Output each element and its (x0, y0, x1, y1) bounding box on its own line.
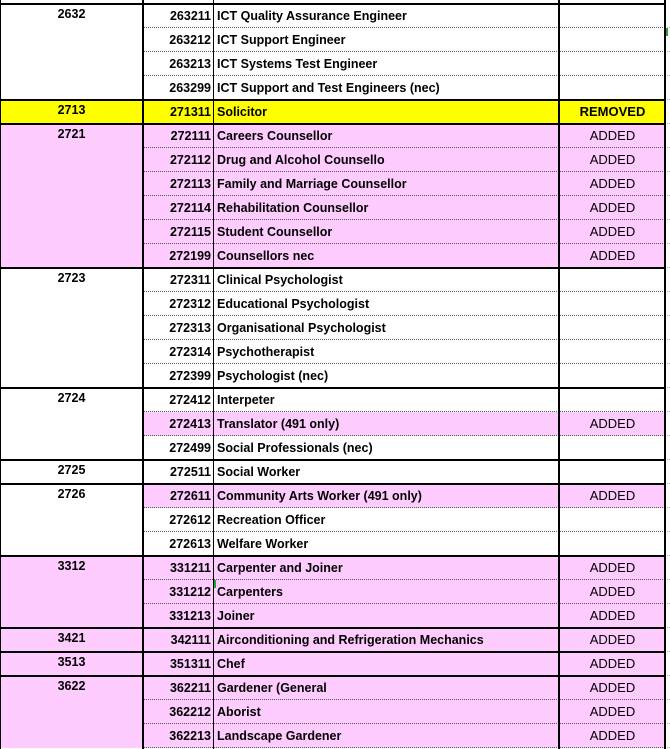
occupation-code[interactable]: 331213 (143, 604, 213, 628)
change-status[interactable] (560, 52, 665, 76)
table-row (0, 364, 670, 388)
change-status[interactable]: ADDED (560, 652, 665, 676)
table-row (0, 196, 670, 220)
group-border (0, 123, 665, 125)
change-status[interactable]: ADDED (560, 700, 665, 724)
occupation-code[interactable]: 331211 (143, 556, 213, 580)
occupation-title[interactable]: Airconditioning and Refrigeration Mechanics (214, 628, 559, 652)
table-row (0, 460, 670, 484)
minor-group-code[interactable]: 2723 (57, 271, 86, 285)
occupation-title[interactable]: Solicitor (214, 100, 559, 124)
occupation-code[interactable]: 272412 (143, 388, 213, 412)
occupation-code[interactable]: 272613 (143, 532, 213, 556)
change-status[interactable] (560, 76, 665, 100)
occupation-title[interactable]: ICT Support Engineer (214, 28, 559, 52)
table-row (0, 244, 670, 268)
table-row (0, 124, 670, 148)
change-status[interactable] (560, 316, 665, 340)
cell-comment-marker (214, 580, 216, 588)
table-row (0, 652, 670, 676)
occupation-code[interactable]: 272199 (143, 244, 213, 268)
group-border (0, 651, 665, 653)
change-status[interactable]: ADDED (560, 220, 665, 244)
table-row (0, 172, 670, 196)
occupation-title[interactable]: Community Arts Worker (491 only) (214, 484, 559, 508)
occupation-code[interactable]: 272413 (143, 412, 213, 436)
table-row (0, 724, 670, 748)
occupation-code[interactable]: 272312 (143, 292, 213, 316)
minor-group-code[interactable] (0, 148, 143, 172)
change-status[interactable] (560, 388, 665, 412)
minor-group-code[interactable]: 2632 (57, 7, 86, 21)
occupation-code[interactable]: 272511 (143, 460, 213, 484)
change-status[interactable] (560, 508, 665, 532)
minor-group-code[interactable] (0, 436, 143, 460)
table-row (0, 148, 670, 172)
change-status[interactable]: ADDED (560, 244, 665, 268)
table-row (0, 436, 670, 460)
occupation-title[interactable]: Landscape Gardener (214, 724, 559, 748)
minor-group-code[interactable]: 2724 (57, 391, 86, 405)
minor-group-code[interactable] (0, 292, 143, 316)
change-status[interactable] (560, 460, 665, 484)
minor-group-code[interactable]: 2721 (57, 127, 86, 141)
minor-group-code[interactable] (0, 700, 143, 724)
group-border (0, 483, 665, 485)
minor-group-code[interactable]: 3312 (57, 559, 86, 573)
change-status[interactable] (560, 364, 665, 388)
minor-group-code[interactable] (0, 724, 143, 748)
occupation-code[interactable]: 362213 (143, 724, 213, 748)
minor-group-code[interactable]: 2725 (57, 463, 86, 477)
occupation-title[interactable]: ICT Quality Assurance Engineer (214, 4, 559, 28)
minor-group-code[interactable] (0, 364, 143, 388)
column-border (558, 0, 560, 749)
occupation-code[interactable]: 272399 (143, 364, 213, 388)
occupation-title[interactable]: Family and Marriage Counsellor (214, 172, 559, 196)
table-row (0, 316, 670, 340)
table-row (0, 700, 670, 724)
occupation-title[interactable]: Recreation Officer (214, 508, 559, 532)
change-status[interactable] (560, 532, 665, 556)
occupation-title[interactable]: Clinical Psychologist (214, 268, 559, 292)
minor-group-code[interactable] (0, 604, 143, 628)
occupation-title[interactable]: Joiner (214, 604, 559, 628)
occupation-code[interactable]: 272114 (143, 196, 213, 220)
minor-group-code[interactable] (0, 220, 143, 244)
table-row (0, 76, 670, 100)
column-border (664, 0, 666, 749)
occupation-title[interactable]: ICT Support and Test Engineers (nec) (214, 76, 559, 100)
minor-group-code[interactable] (0, 76, 143, 100)
change-status[interactable] (560, 436, 665, 460)
minor-group-code[interactable] (0, 196, 143, 220)
change-status[interactable]: ADDED (560, 124, 665, 148)
occupation-code[interactable]: 362211 (143, 676, 213, 700)
occupation-code[interactable]: 272499 (143, 436, 213, 460)
change-status[interactable]: ADDED (560, 148, 665, 172)
minor-group-code[interactable]: 2713 (57, 103, 86, 117)
table-row (0, 580, 670, 604)
table-row (0, 412, 670, 436)
table-row (0, 292, 670, 316)
occupation-code[interactable]: 263211 (143, 4, 213, 28)
occupation-title[interactable]: Interpeter (214, 388, 559, 412)
table-row (0, 340, 670, 364)
table-row (0, 4, 670, 28)
change-status[interactable]: ADDED (560, 724, 665, 748)
table-row (0, 628, 670, 652)
group-border (0, 99, 665, 101)
change-status[interactable]: ADDED (560, 484, 665, 508)
occupation-title[interactable]: Social Professionals (nec) (214, 436, 559, 460)
change-status[interactable]: ADDED (560, 412, 665, 436)
left-border (0, 0, 1, 749)
occupation-code[interactable]: 272612 (143, 508, 213, 532)
occupation-title[interactable]: ICT Systems Test Engineer (214, 52, 559, 76)
group-border (0, 3, 665, 5)
occupation-title[interactable]: Psychotherapist (214, 340, 559, 364)
occupation-title[interactable]: Rehabilitation Counsellor (214, 196, 559, 220)
minor-group-code[interactable] (0, 172, 143, 196)
group-border (0, 675, 665, 677)
table-row (0, 556, 670, 580)
cell-comment-marker (666, 28, 668, 36)
table-row (0, 268, 670, 292)
occupation-title[interactable]: Organisational Psychologist (214, 316, 559, 340)
change-status[interactable] (560, 340, 665, 364)
occupation-code[interactable]: 271311 (143, 100, 213, 124)
minor-group-code[interactable] (0, 52, 143, 76)
occupation-title[interactable]: Student Counsellor (214, 220, 559, 244)
minor-group-code[interactable] (0, 316, 143, 340)
minor-group-code[interactable] (0, 508, 143, 532)
occupation-code[interactable]: 272112 (143, 148, 213, 172)
minor-group-code[interactable] (0, 340, 143, 364)
occupation-code[interactable]: 362212 (143, 700, 213, 724)
occupation-title[interactable]: Drug and Alcohol Counsello (214, 148, 559, 172)
occupation-title[interactable]: Social Worker (214, 460, 559, 484)
occupation-code[interactable]: 331212 (143, 580, 213, 604)
table-row (0, 604, 670, 628)
occupation-code[interactable]: 272115 (143, 220, 213, 244)
minor-group-code[interactable]: 3513 (57, 655, 86, 669)
occupation-title[interactable]: Welfare Worker (214, 532, 559, 556)
occupation-code[interactable]: 272314 (143, 340, 213, 364)
group-border (0, 387, 665, 389)
column-border (213, 0, 214, 749)
change-status[interactable] (560, 4, 665, 28)
occupation-code[interactable]: 351311 (143, 652, 213, 676)
minor-group-code[interactable]: 3421 (57, 631, 86, 645)
occupation-title[interactable]: Careers Counsellor (214, 124, 559, 148)
column-border (142, 0, 144, 749)
table-row (0, 484, 670, 508)
change-status[interactable] (560, 292, 665, 316)
occupation-title[interactable]: Carpenter and Joiner (214, 556, 559, 580)
table-row (0, 388, 670, 412)
group-border (0, 555, 665, 557)
minor-group-code[interactable] (0, 412, 143, 436)
minor-group-code[interactable]: 3622 (57, 679, 86, 693)
occupation-title[interactable]: Chef (214, 652, 559, 676)
table-row (0, 100, 670, 124)
change-status[interactable]: ADDED (560, 556, 665, 580)
change-status[interactable]: ADDED (560, 196, 665, 220)
table-row (0, 220, 670, 244)
occupation-code[interactable]: 272111 (143, 124, 213, 148)
change-status[interactable]: ADDED (560, 676, 665, 700)
minor-group-code[interactable] (0, 580, 143, 604)
minor-group-code[interactable] (0, 532, 143, 556)
occupation-title[interactable]: Psychologist (nec) (214, 364, 559, 388)
occupation-code[interactable]: 263213 (143, 52, 213, 76)
minor-group-code[interactable] (0, 244, 143, 268)
occupation-title[interactable]: Aborist (214, 700, 559, 724)
change-status[interactable] (560, 28, 665, 52)
table-row (0, 28, 670, 52)
table-row (0, 676, 670, 700)
change-status[interactable]: ADDED (560, 172, 665, 196)
occupation-code[interactable]: 272311 (143, 268, 213, 292)
table-row (0, 508, 670, 532)
occupation-code[interactable]: 342111 (143, 628, 213, 652)
occupation-title[interactable]: Translator (491 only) (214, 412, 559, 436)
change-status[interactable]: REMOVED (560, 100, 665, 124)
occupation-code[interactable]: 272113 (143, 172, 213, 196)
occupation-code[interactable]: 263299 (143, 76, 213, 100)
minor-group-code[interactable]: 2726 (57, 487, 86, 501)
occupation-code[interactable]: 272611 (143, 484, 213, 508)
occupation-title[interactable]: Educational Psychologist (214, 292, 559, 316)
group-border (0, 627, 665, 629)
change-status[interactable]: ADDED (560, 604, 665, 628)
occupation-code[interactable]: 272313 (143, 316, 213, 340)
change-status[interactable]: ADDED (560, 580, 665, 604)
occupation-title[interactable]: Gardener (General (214, 676, 559, 700)
occupation-code[interactable]: 263212 (143, 28, 213, 52)
group-border (0, 267, 665, 269)
change-status[interactable] (560, 268, 665, 292)
table-row (0, 532, 670, 556)
table-row (0, 52, 670, 76)
minor-group-code[interactable] (0, 28, 143, 52)
change-status[interactable]: ADDED (560, 628, 665, 652)
occupation-title[interactable]: Counsellors nec (214, 244, 559, 268)
occupation-title[interactable]: Carpenters (214, 580, 559, 604)
group-border (0, 459, 665, 461)
